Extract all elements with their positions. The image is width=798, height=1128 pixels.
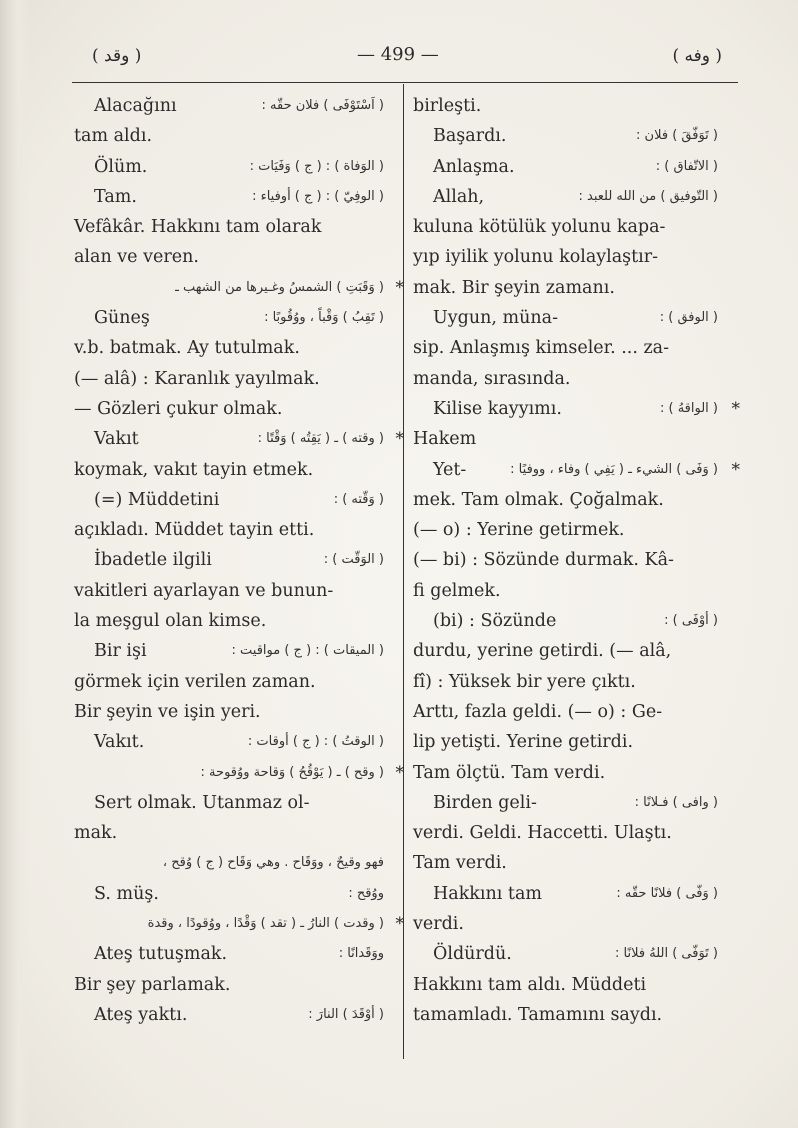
turkish-text: Bir şeyin ve işin yeri.: [74, 701, 261, 722]
arabic-headword: ( وافى ) فـلانًا :: [634, 794, 718, 810]
entry-line: [74, 303, 384, 333]
turkish-text: — Gözleri çukur olmak.: [74, 398, 283, 419]
arabic-headword: ( الاتّفاق ) :: [655, 158, 718, 174]
entry-line: [74, 667, 384, 697]
root-asterisk-icon: *: [731, 398, 740, 419]
turkish-text: yıp iyilik yolunu kolaylaştır-: [413, 247, 659, 268]
left-column: [74, 91, 404, 1030]
header-right-arabic: ( وفه ): [672, 46, 722, 66]
entry-line: [74, 818, 384, 848]
entry-line: [74, 970, 384, 1000]
turkish-text: Bir işi: [94, 641, 147, 662]
entry-line: [413, 909, 718, 939]
entry-line: [74, 485, 384, 515]
turkish-text: Öldürdü.: [433, 944, 512, 965]
arabic-headword: ( وقدت ) النارُ ـ ( تقد ) وَقْدًا ، ووُقودًا ، وقدة: [147, 916, 384, 932]
arabic-headword: ووُقح :: [348, 885, 384, 901]
turkish-text: vakitleri ayarlayan ve bunun-: [74, 580, 334, 601]
entry-line: [413, 91, 718, 121]
arabic-headword: ( وقته ) ـ ( يَقِتُه ) وَقْتًا :: [257, 431, 384, 447]
turkish-text: Anlaşma.: [433, 156, 515, 177]
arabic-headword: ( أوْقَدَ ) النارَ :: [308, 1006, 384, 1022]
turkish-text: Allah,: [433, 186, 485, 207]
book-spine-shadow: [0, 0, 30, 1128]
turkish-text: Kilise kayyımı.: [433, 398, 562, 419]
turkish-text: Güneş: [94, 308, 150, 329]
turkish-text: görmek için verilen zaman.: [74, 671, 316, 692]
turkish-text: Tam.: [94, 186, 137, 207]
entry-line: [413, 939, 718, 969]
turkish-text: (— alâ) : Karanlık yayılmak.: [74, 368, 320, 389]
turkish-text: Ölüm.: [94, 156, 148, 177]
entry-line: [74, 697, 384, 727]
entry-line: [74, 727, 384, 757]
entry-line: [74, 91, 384, 121]
page-number: — 499 —: [357, 44, 439, 65]
entry-line: [413, 667, 718, 697]
arabic-headword: ( الميقات ) : ( ج ) مواقيت :: [231, 643, 384, 659]
entry-line: [74, 152, 384, 182]
root-asterisk-icon: *: [395, 914, 404, 935]
arabic-headword: ووَقَدانًا :: [338, 946, 384, 962]
turkish-text: (=) Müddetini: [94, 489, 220, 510]
arabic-headword: ( تَقِبُ ) وَقْباً ، ووُقُوبًا :: [264, 310, 384, 326]
root-asterisk-icon: *: [395, 762, 404, 783]
turkish-text: Vakıt.: [94, 732, 145, 753]
turkish-text: açıkladı. Müddet tayin etti.: [74, 520, 315, 541]
arabic-headword: ( اَسْتَوْفَى ) فلان حقّه :: [261, 98, 384, 113]
entry-line: [413, 970, 718, 1000]
turkish-text: Hakkını tam aldı. Müddeti: [413, 974, 647, 995]
entry-line: [413, 182, 718, 212]
entry-line: [74, 909, 404, 939]
entry-line: [413, 879, 718, 909]
entry-line: [74, 606, 384, 636]
turkish-text: Başardı.: [433, 126, 507, 147]
turkish-text: Arttı, fazla geldi. (— o) : Ge-: [413, 701, 663, 722]
arabic-headword: ( وَفَى ) الشيء ـ ( يَفِي ) وفاء ، ووفيًا :: [510, 461, 718, 477]
entry-line: [413, 212, 718, 242]
arabic-headword: ( تَوَفّى ) اللهُ فلانًا :: [615, 946, 718, 962]
entry-line: [413, 364, 718, 394]
entry-line: [413, 758, 718, 788]
entry-line: [413, 515, 718, 545]
arabic-headword: ( وَفّى ) فلانًا حقّه :: [616, 885, 718, 901]
entry-line: [413, 394, 740, 424]
arabic-headword: ( الوفق ) :: [659, 310, 718, 326]
entry-line: [74, 212, 384, 242]
entry-line: [74, 121, 384, 151]
turkish-text: Hakem: [413, 429, 477, 450]
root-asterisk-icon: *: [731, 459, 740, 480]
turkish-text: (— bi) : Sözünde durmak. Kâ-: [413, 550, 674, 571]
entry-line: [74, 636, 384, 666]
turkish-text: mak.: [74, 823, 118, 844]
entry-line: [74, 848, 384, 878]
turkish-text: fi gelmek.: [413, 580, 501, 601]
entry-line: [74, 939, 384, 969]
entry-line: [413, 727, 718, 757]
root-asterisk-icon: *: [395, 429, 404, 450]
arabic-headword: ( أوْفَى ) :: [664, 613, 718, 629]
entry-line: [413, 485, 718, 515]
arabic-headword: ( وَقَبَتِ ) الشمسُ وغـيرها من الشهب ـ: [175, 279, 384, 295]
entry-line: [413, 788, 718, 818]
entry-line: [74, 879, 384, 909]
entry-line: [413, 424, 718, 454]
turkish-text: Ateş tutuşmak.: [94, 944, 228, 965]
turkish-text: Vakıt: [94, 429, 139, 450]
turkish-text: mak. Bir şeyin zamanı.: [413, 277, 615, 298]
entry-line: [74, 424, 404, 454]
entry-line: [413, 242, 718, 272]
page-header: [72, 42, 742, 82]
entry-line: [413, 576, 718, 606]
turkish-text: (bi) : Sözünde: [433, 611, 557, 632]
entry-line: [413, 152, 718, 182]
turkish-text: mek. Tam olmak. Çoğalmak.: [413, 489, 664, 510]
entry-line: [413, 333, 718, 363]
turkish-text: verdi.: [413, 914, 464, 935]
arabic-headword: ( الواقهُ ) :: [659, 400, 718, 416]
turkish-text: lip yetişti. Yerine getirdi.: [413, 732, 634, 753]
turkish-text: la meşgul olan kimse.: [74, 611, 267, 632]
entry-line: [74, 758, 404, 788]
turkish-text: (— o) : Yerine getirmek.: [413, 520, 625, 541]
header-left-arabic: ( وقد ): [92, 46, 142, 66]
entry-line: [74, 576, 384, 606]
turkish-text: tamamladı. Tamamını saydı.: [413, 1004, 663, 1025]
entry-line: [74, 455, 384, 485]
arabic-headword: ( تَوَفّقَ ) فلان :: [636, 128, 718, 144]
turkish-text: Sert olmak. Utanmaz ol-: [94, 792, 310, 813]
turkish-text: birleşti.: [413, 96, 482, 116]
arabic-headword: ( الوفِيّ ) : ( ج ) أوفياء :: [252, 188, 384, 204]
entry-line: [413, 455, 740, 485]
arabic-headword: ( الوَفاة ) : ( ج ) وَفَيَات :: [249, 158, 384, 174]
entry-line: [413, 697, 718, 727]
entry-line: [74, 394, 384, 424]
entry-line: [413, 1000, 718, 1030]
arabic-headword: فهو وقيحٌ ، ووَقَاح . وهي وَقَاح ( ج ) وُقح ،: [162, 855, 384, 871]
entry-line: [74, 242, 384, 272]
entry-line: [413, 636, 718, 666]
entry-line: [413, 545, 718, 575]
entry-line: [74, 333, 384, 363]
turkish-text: sip. Anlaşmış kimseler. ... za-: [413, 338, 670, 359]
entry-line: [74, 364, 384, 394]
turkish-text: v.b. batmak. Ay tutulmak.: [74, 338, 300, 359]
turkish-text: kuluna kötülük yolunu kapa-: [413, 217, 666, 238]
turkish-text: Hakkını tam: [433, 883, 542, 904]
turkish-text: fî) : Yüksek bir yere çıktı.: [413, 671, 636, 692]
root-asterisk-icon: *: [395, 277, 404, 298]
turkish-text: Tam verdi.: [413, 853, 507, 874]
right-column: [413, 91, 740, 1030]
turkish-text: koymak, vakıt tayin etmek.: [74, 459, 314, 480]
turkish-text: Alacağını: [94, 96, 177, 116]
turkish-text: Vefâkâr. Hakkını tam olarak: [74, 217, 322, 238]
header-rule: [72, 82, 738, 83]
turkish-text: Uygun, müna-: [433, 308, 558, 329]
entry-line: [413, 848, 718, 878]
turkish-text: Tam ölçtü. Tam verdi.: [413, 762, 606, 783]
entry-line: [74, 182, 384, 212]
arabic-headword: ( التّوفيق ) من الله للعبد :: [578, 188, 718, 204]
turkish-text: manda, sırasında.: [413, 368, 571, 389]
arabic-headword: ( الوَقّت ) :: [323, 552, 384, 568]
turkish-text: alan ve veren.: [74, 247, 199, 268]
entry-line: [413, 606, 718, 636]
turkish-text: verdi. Geldi. Haccetti. Ulaştı.: [413, 823, 672, 844]
turkish-text: Ateş yaktı.: [94, 1004, 188, 1025]
arabic-headword: ( وَقّته ) :: [333, 491, 384, 507]
entry-line: [413, 818, 718, 848]
turkish-text: S. müş.: [94, 883, 159, 904]
turkish-text: İbadetle ilgili: [94, 550, 212, 571]
entry-line: [74, 545, 384, 575]
turkish-text: Bir şey parlamak.: [74, 974, 231, 995]
turkish-text: Birden geli-: [433, 792, 537, 813]
entry-line: [74, 273, 404, 303]
entry-line: [413, 121, 718, 151]
entry-line: [413, 303, 718, 333]
entry-line: [74, 1000, 384, 1030]
arabic-headword: ( الوقتُ ) : ( ج ) أوقات :: [247, 734, 384, 750]
entry-line: [74, 788, 384, 818]
turkish-text: Yet-: [433, 459, 467, 480]
entry-line: [74, 515, 384, 545]
turkish-text: tam aldı.: [74, 126, 153, 147]
turkish-text: durdu, yerine getirdi. (— alâ,: [413, 641, 672, 662]
arabic-headword: ( وقح ) ـ ( يَوْقُحُ ) وَقاحة ووُقوحة :: [200, 764, 384, 780]
entry-line: [413, 273, 718, 303]
